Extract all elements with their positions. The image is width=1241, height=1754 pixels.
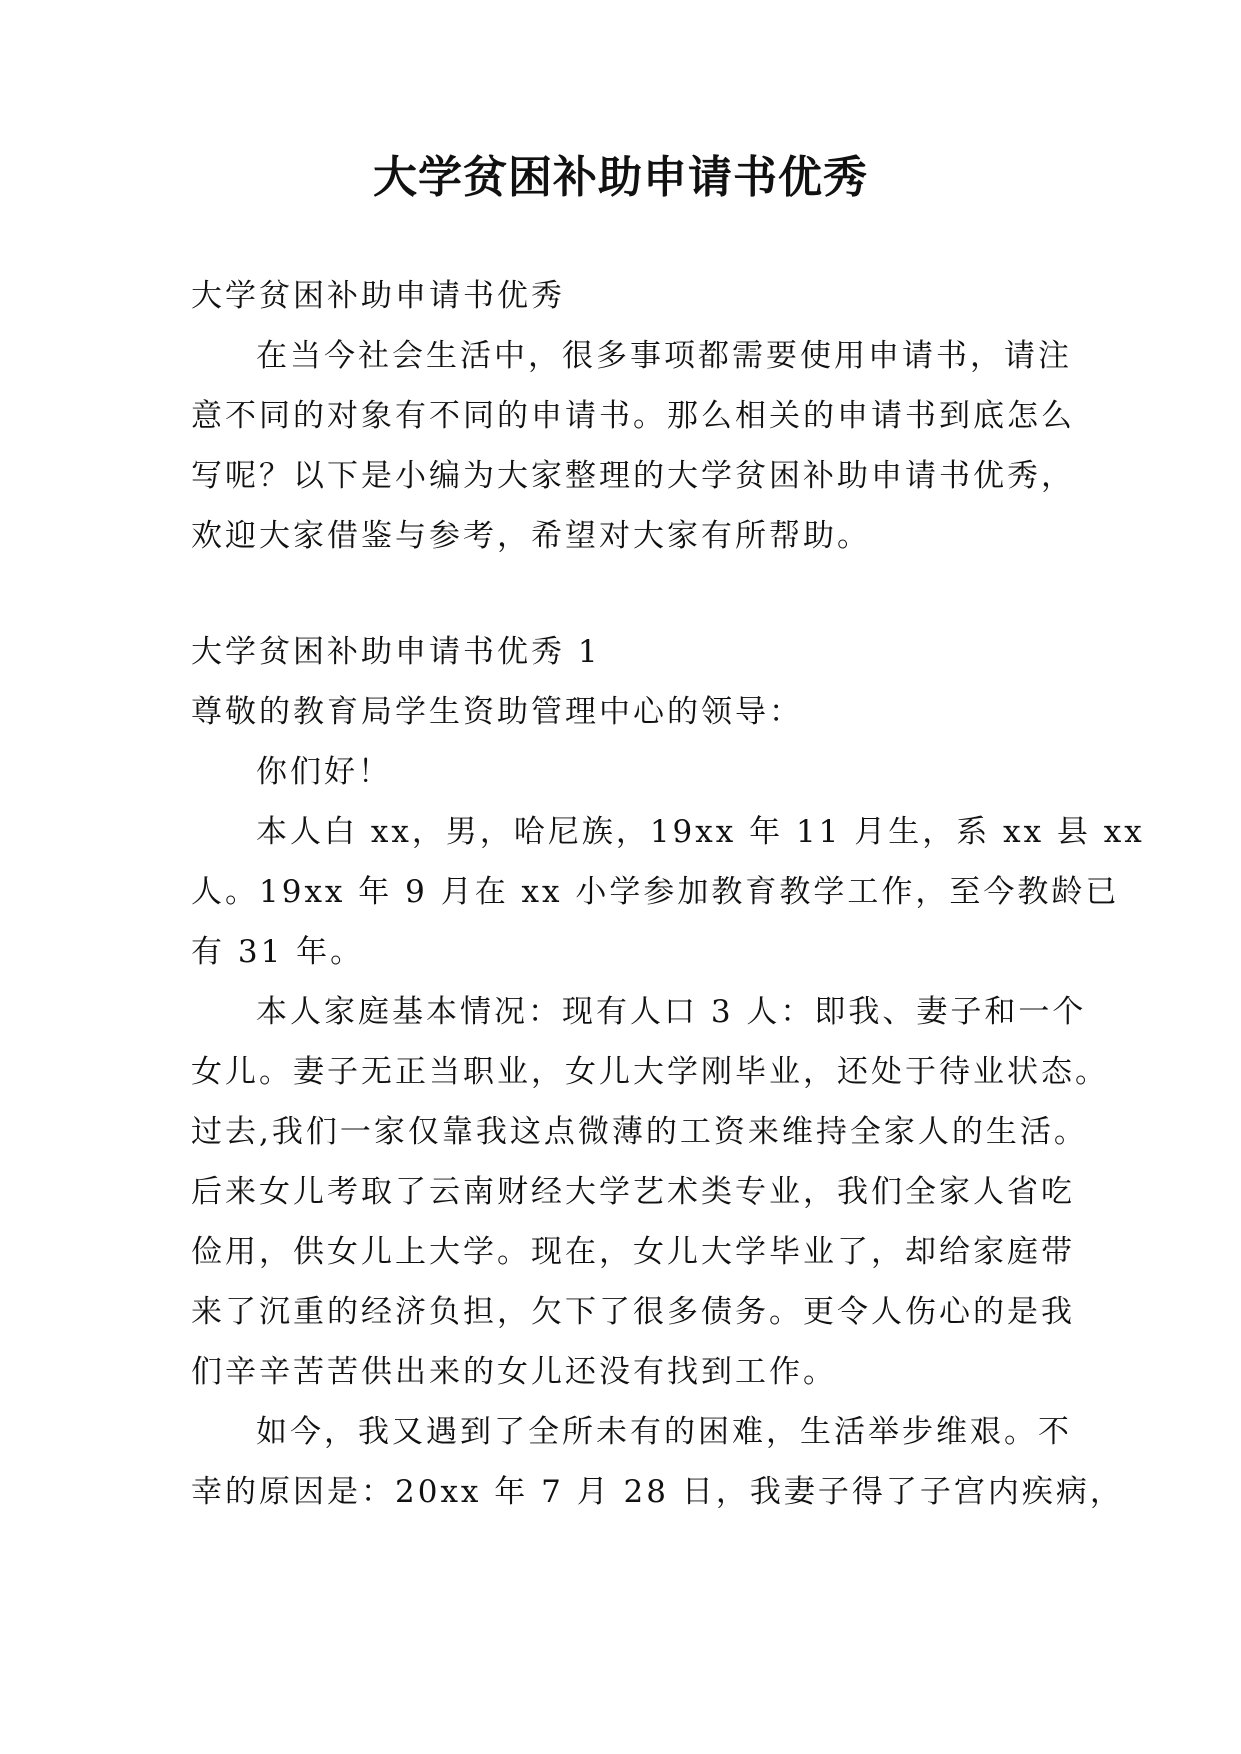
- intro-paragraph-line: 在当今社会生活中，很多事项都需要使用申请书，请注: [256, 338, 1072, 374]
- paragraph-line: 女儿。妻子无正当职业，女儿大学刚毕业，还处于待业状态。: [191, 1054, 1109, 1090]
- paragraph-line: 幸的原因是：20xx 年 7 月 28 日，我妻子得了子宫内疾病，: [191, 1474, 1124, 1510]
- paragraph-line: 俭用，供女儿上大学。现在，女儿大学毕业了，却给家庭带: [191, 1234, 1075, 1270]
- intro-heading: 大学贫困补助申请书优秀: [191, 278, 565, 314]
- intro-paragraph-line: 意不同的对象有不同的申请书。那么相关的申请书到底怎么: [191, 398, 1075, 434]
- intro-block: [191, 266, 1075, 566]
- document-title: 大学贫困补助申请书优秀: [373, 152, 868, 203]
- paragraph-line: 后来女儿考取了云南财经大学艺术类专业，我们全家人省吃: [191, 1174, 1075, 1210]
- paragraph-line: 本人家庭基本情况：现有人口 3 人：即我、妻子和一个: [256, 994, 1087, 1030]
- paragraph-line: 来了沉重的经济负担，欠下了很多债务。更令人伤心的是我: [191, 1294, 1075, 1330]
- paragraph-line: 们辛辛苦苦供出来的女儿还没有找到工作。: [191, 1354, 837, 1390]
- section-block: [191, 622, 1145, 1522]
- greeting: 你们好！: [256, 754, 392, 790]
- section-heading: 大学贫困补助申请书优秀 1: [191, 634, 601, 670]
- paragraph-line: 过去,我们一家仅靠我这点微薄的工资来维持全家人的生活。: [191, 1114, 1088, 1150]
- salutation: 尊敬的教育局学生资助管理中心的领导：: [191, 694, 803, 730]
- paragraph-line: 本人白 xx，男，哈尼族，19xx 年 11 月生，系 xx 县 xx: [256, 814, 1145, 850]
- paragraph-line: 人。19xx 年 9 月在 xx 小学参加教育教学工作，至今教龄已: [191, 874, 1120, 910]
- intro-paragraph-line: 写呢？以下是小编为大家整理的大学贫困补助申请书优秀，: [191, 458, 1075, 494]
- intro-paragraph-line: 欢迎大家借鉴与参考，希望对大家有所帮助。: [191, 518, 871, 554]
- paragraph-line: 有 31 年。: [191, 934, 365, 970]
- paragraph-line: 如今，我又遇到了全所未有的困难，生活举步维艰。不: [256, 1414, 1072, 1450]
